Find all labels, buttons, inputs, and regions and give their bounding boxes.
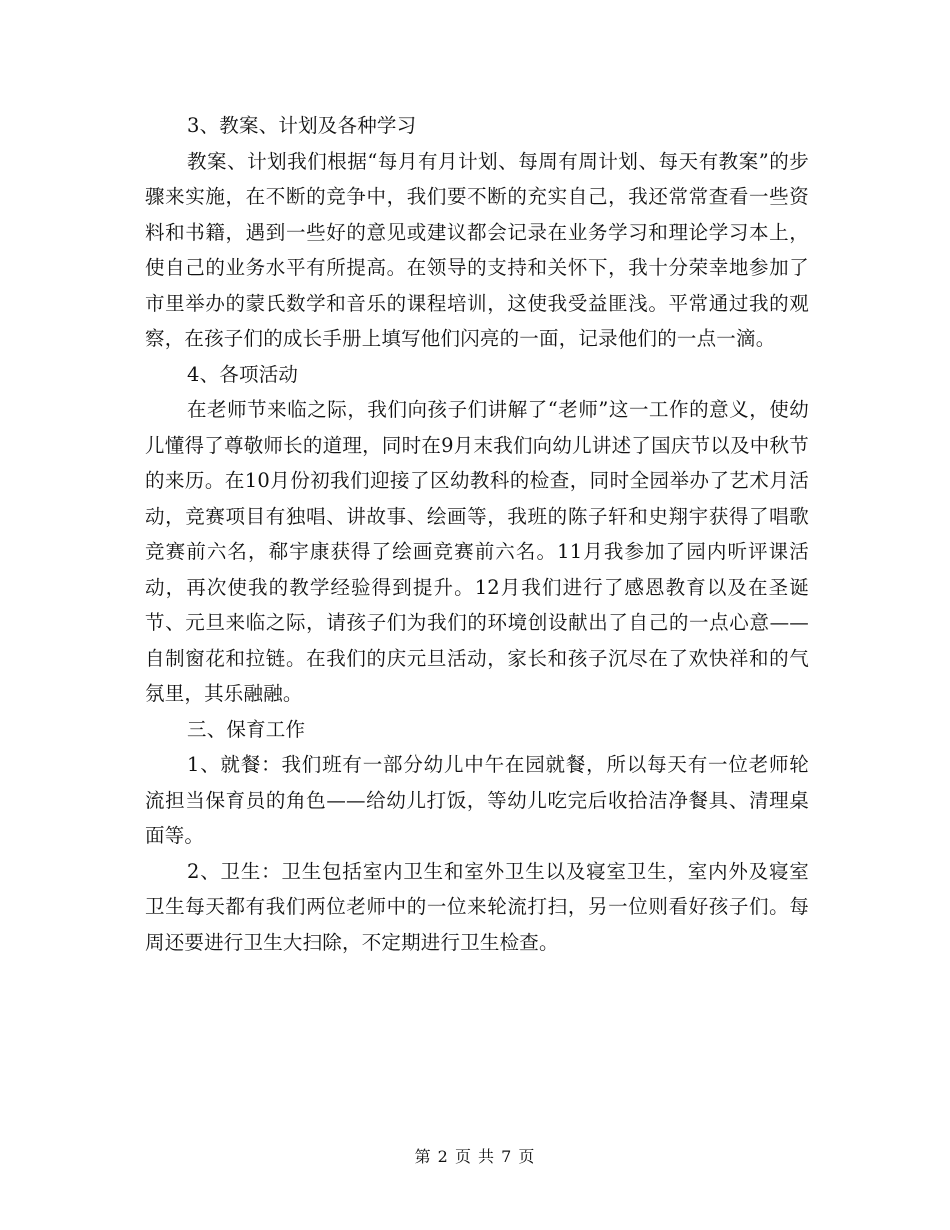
paragraph-dining: 1、就餐：我们班有一部分幼儿中午在园就餐，所以每天有一位老师轮流担当保育员的角色——给幼儿打饭，等幼儿吃完后收拾洁净餐具、清理桌面等。 bbox=[145, 753, 809, 847]
section-heading-childcare: 三、保育工作 bbox=[187, 717, 306, 741]
paragraph-activities: 在老师节来临之际，我们向孩子们讲解了“老师”这一工作的意义，使幼儿懂得了尊敬师长的道理，同时在9月末我们向幼儿讲述了国庆节以及中秋节的来历。在10月份初我们迎接了区幼教科的检查，同时全园举办了艺术月活动，竞赛项目有独唱、讲故事、绘画等，我班的陈子轩和史翔宇获得了唱歌竞赛前六名，郗宇康获得了绘画竞赛前六名。11月我参加了园内听评课活动，再次使我的教学经验得到提升。12月我们进行了感恩教育以及在圣诞节、元旦来临之际，请孩子们为我们的环境创设献出了自己的一点心意——自制窗花和拉链。在我们的庆元旦活动，家长和孩子沉尽在了欢快祥和的气氛里，其乐融融。 bbox=[145, 398, 809, 705]
document-body bbox=[145, 108, 809, 960]
page-footer: 第 2 页 共 7 页 bbox=[414, 1147, 536, 1166]
paragraph-hygiene: 2、卫生：卫生包括室内卫生和室外卫生以及寝室卫生，室内外及寝室卫生每天都有我们两位老师中的一位来轮流打扫，另一位则看好孩子们。每周还要进行卫生大扫除，不定期进行卫生检查。 bbox=[145, 859, 809, 954]
paragraph-lesson-plans: 教案、计划我们根据“每月有月计划、每周有周计划、每天有教案”的步骤来实施，在不断的竞争中，我们要不断的充实自己，我还常常查看一些资料和书籍，遇到一些好的意见或建议都会记录在业务学习和理论学习本上，使自己的业务水平有所提高。在领导的支持和关怀下，我十分荣幸地参加了市里举办的蒙氏数学和音乐的课程培训，这使我受益匪浅。平常通过我的观察，在孩子们的成长手册上填写他们闪亮的一面，记录他们的一点一滴。 bbox=[145, 149, 809, 350]
section-heading-activities: 4、各项活动 bbox=[187, 362, 299, 386]
section-heading-lesson-plans: 3、教案、计划及各种学习 bbox=[187, 114, 417, 137]
